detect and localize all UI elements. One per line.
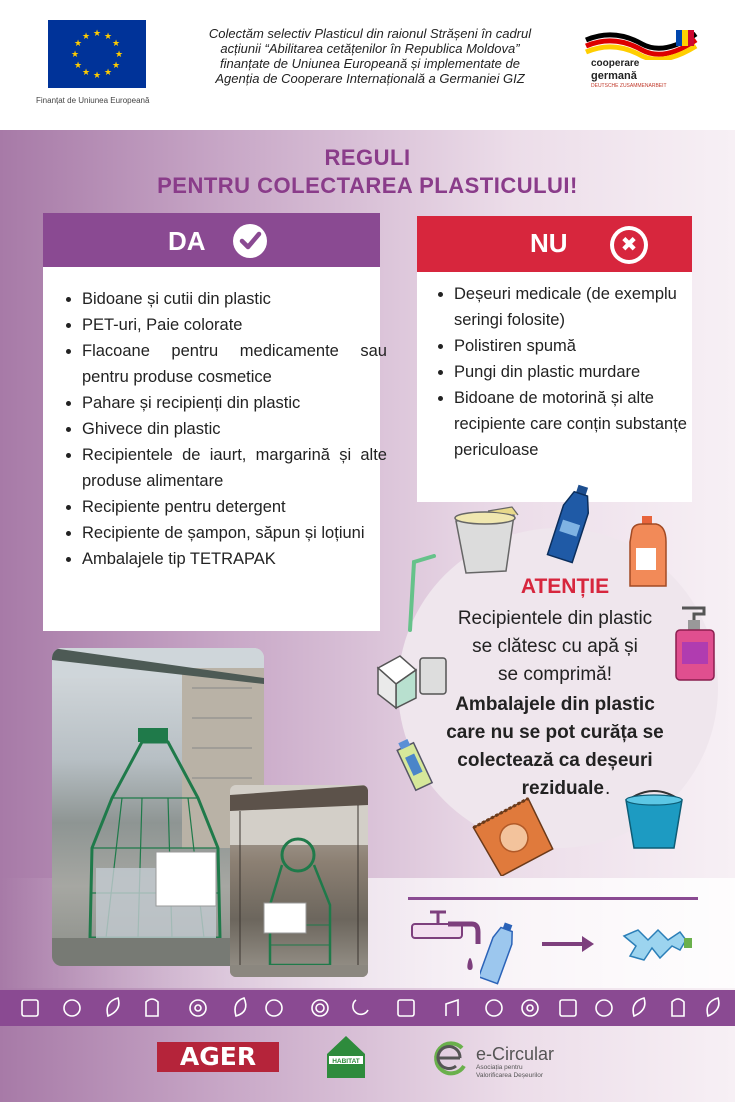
coop-word-1: cooperare [591, 58, 640, 69]
svg-text:★: ★ [103, 68, 113, 78]
bottle-icon [480, 920, 516, 986]
attention-line-2: se clătesc cu apă și [472, 636, 638, 657]
collection-bin-photo-2 [230, 785, 368, 977]
attention-bold-2: care nu se pot curăța se [446, 722, 664, 743]
da-header [43, 213, 380, 267]
attention-bold-1: Ambalajele din plastic [455, 694, 655, 715]
svg-text:★: ★ [81, 32, 91, 42]
arrow-right-icon [540, 934, 596, 954]
attention-bold-4: reziduale [521, 778, 604, 799]
list-item: • PET-uri, Paie colorate [82, 312, 387, 338]
header-line: finanțate de Uniunea Europeană și implementate de [220, 56, 520, 71]
attention-line-3: se comprimă! [497, 664, 613, 685]
svg-text:★: ★ [103, 32, 113, 42]
svg-text:★: ★ [81, 68, 91, 78]
coop-word-2: germană [591, 70, 637, 82]
svg-text:★: ★ [111, 39, 121, 49]
list-item: • Polistiren spumă [454, 333, 706, 359]
habitat-text: HABITAT [332, 1058, 360, 1065]
list-item: • Bidoane de motorină și alte recipiente care conțin substanțe periculoase [454, 385, 706, 463]
ecircular-sub-1: Asociația pentru [476, 1064, 523, 1071]
ecircular-sub-2: Valorificarea Deșeurilor [476, 1072, 544, 1079]
ecircular-name: e-Circular [476, 1044, 555, 1064]
habitat-logo [325, 1034, 367, 1080]
coop-word-3: DEUTSCHE ZUSAMMENARBEIT [591, 83, 667, 89]
attention-title: ATENȚIE [520, 575, 610, 598]
list-item: • Recipientele de iaurt, margarină și alte produse alimentare [82, 442, 387, 494]
check-icon [233, 224, 267, 258]
page-title-line-1: REGULI [324, 145, 411, 170]
header-line: Agenția de Cooperare Internațională a Germaniei GIZ [215, 71, 525, 86]
svg-text:★: ★ [73, 61, 83, 71]
divider [408, 897, 698, 900]
list-item: • Pahare și recipienți din plastic [82, 390, 387, 416]
ager-logo: AGER [157, 1042, 279, 1072]
nu-label: NU [530, 228, 568, 258]
list-item: • Flacoane pentru medicamente sau pentru produse cosmetice [82, 338, 387, 390]
attention-end: . [605, 778, 611, 799]
da-list [60, 286, 387, 572]
list-item: • Pungi din plastic murdare [454, 359, 706, 385]
header-line: acțiunii “Abilitarea cetățenilor în Republica Moldova” [220, 41, 520, 56]
svg-text:★: ★ [92, 29, 102, 39]
list-item: • Bidoane și cutii din plastic [82, 286, 387, 312]
yogurt-cup-icon [448, 505, 522, 575]
svg-text:★: ★ [111, 61, 121, 71]
snack-bag-icon [472, 796, 554, 876]
x-icon: ✖ [614, 230, 644, 260]
list-item: • Recipiente pentru detergent [82, 494, 387, 520]
list-item: • Ambalajele tip TETRAPAK [82, 546, 387, 572]
eu-flag-logo [48, 20, 146, 88]
page-title-line-2: PENTRU COLECTAREA PLASTICULUI! [157, 173, 578, 198]
pet-bottle-icon [542, 482, 598, 566]
attention-line-1: Recipientele din plastic [457, 608, 653, 629]
list-item: • Deșeuri medicale (de exemplu seringi folosite) [454, 281, 706, 333]
eco-icons-row [0, 990, 735, 1026]
header-line: Colectăm selectiv Plasticul din raionul Strășeni în cadrul [208, 26, 532, 41]
svg-text:★: ★ [70, 50, 80, 60]
header-text [170, 26, 570, 86]
svg-text:★: ★ [114, 50, 124, 60]
eu-caption: Finanțat de Uniunea Europeană [36, 96, 150, 105]
svg-text:★: ★ [73, 39, 83, 49]
crushed-bottle-icon [620, 926, 696, 966]
ecircular-logo-icon [428, 1036, 472, 1080]
list-item: • Ghivece din plastic [82, 416, 387, 442]
bucket-icon [618, 778, 690, 854]
svg-text:★: ★ [92, 71, 102, 81]
attention-bold-3: colectează ca deșeuri [457, 750, 653, 771]
nu-list [432, 281, 706, 463]
list-item: • Recipiente de șampon, săpun și loțiuni [82, 520, 387, 546]
da-label: DA [168, 226, 206, 256]
